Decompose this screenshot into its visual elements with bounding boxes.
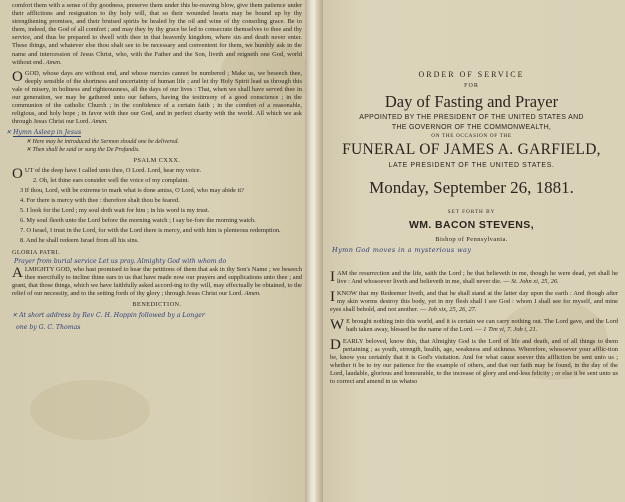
rubric-sermon: ✕ Here may be introduced the Sermon should one be delivered.	[26, 138, 179, 145]
set-forth-label: SET FORTH BY	[447, 209, 496, 215]
scripture-verse: DEARLY beloved, know this, that Almighty God is the Lord of life and death, and of all things to them pertaining ; as youth, strength, health, age, weakness and sickness. Wherefore, whosoever your afflic-tion be, know you certainly that it is God's visitation. And for what cause soever this affliction be sent unto us ; whether it be to try our patience for the example of others, and that our faith may be found, in the day of the Lord, laudable, glorious and honourable, to the increase of glory and end-less felicity ; or else it be sent unto us to correct and amend in us whatso	[330, 337, 618, 385]
psalm-heading: PSALM CXXX.	[133, 156, 181, 164]
funeral-title: FUNERAL OF JAMES A. GARFIELD,	[342, 141, 601, 158]
gloria-heading: GLORIA PATRI.	[12, 248, 60, 256]
drop-cap: I	[330, 269, 335, 285]
handwritten-hymn-note: ✕ Hymn Asleep in Jesus	[6, 129, 82, 137]
drop-cap: I	[330, 289, 335, 305]
psalm-verse: 7. O Israel, I trust in the Lord, for with the Lord there is mercy, and with him is plenteous redemption.	[20, 227, 281, 235]
bishop-title: Bishop of Pennsylvania.	[435, 236, 508, 243]
psalm-verse: OUT of the deep have I called unto thee, O Lord. Lord, hear my voice.	[12, 165, 202, 182]
drop-cap: D	[330, 337, 341, 353]
psalm-verse: 8. And he shall redeem Israel from all his sins.	[20, 237, 139, 245]
late-president-line: LATE PRESIDENT OF THE UNITED STATES.	[388, 162, 555, 169]
intro-paragraph: comfort them with a sense of thy goodness, preserve them under this be-reaving blow, give them patience under their afflictions and resignation to thy holy will, that so their wounded hearts may be bound up by thy strengthening promises, and their bruised spirits be healed by the oil and wine of thy consoling grace. Be to them, indeed, the God of all comfort ; and may they by thy grace be led to consecrate themselves to thee and thy service, and thus be prepared to dwell with thee in that heavenly kingdom, where sin and death never enter. These things, and whatever else thou shalt see to be necessary and convenient for them, we humbly ask in the name and intercession of Jesus Christ, who, with the Father and the Son, liveth and reigneth one God, world without end. Amen.	[12, 2, 302, 66]
psalm-verse: 2. Oh, let thine ears consider well the voice of my complaint.	[32, 176, 190, 184]
occasion-line: ON THE OCCASION OF THE	[431, 133, 512, 139]
collect-paragraph: ALMIGHTY GOD, who hast promised to hear the petitions of them that ask in thy Son's Name ; we beseech thee mercifully to incline thine ears to us that have made now our prayers and supplications unto thee ; and grant, that those things, which we have faithfully asked accord-ing to thy will, may effectually be obtained, to the relief of our necessity, and to the setting forth of thy glory ; through Jesus Christ our Lord. Amen.	[12, 264, 302, 297]
left-page	[0, 0, 310, 502]
right-body	[330, 266, 618, 388]
drop-cap: A	[12, 264, 23, 281]
scripture-verse: IKNOW that my Redeemer liveth, and that he shall stand at the latter day upon the earth : And though after my skin worms destroy this body, yet in my flesh shall I see God : whom I shall see for myself, and mine eyes shall behold, and not another. — Job xix, 25, 26, 27.	[330, 289, 618, 313]
handwritten-address-note-2: one by G. C. Thomas	[16, 324, 81, 332]
left-column	[6, 2, 302, 332]
psalm-verse: 5. I look for the Lord ; my soul doth wait for him ; in his word is my trust.	[20, 207, 210, 215]
prayer-paragraph: OGOD, whose days are without end, and whose mercies cannot be numbered ; Make us, we beseech thee, deeply sensible of the shortness and uncertainty of human life ; and let thy Holy Spirit lead us through this vale of misery, in holiness and righteousness, all the days of our lives : That, when we shall have served thee in our generation, we may be gathered unto our fathers, having the testimony of a good conscience ; in the communion of the catholic Church ; in the confidence of a certain faith ; in the comfort of a reasonable, religious, and holy hope ; in favor with thee our God, and in perfect charity with the world. All which we ask through Jesus Christ our Lord. Amen.	[12, 68, 302, 126]
psalm-verse: 4. For there is mercy with thee : therefore shalt thou be feared.	[20, 197, 180, 205]
handwritten-prayer-note: Prayer from burial service Let us pray. Almighty God with whom do	[14, 257, 227, 265]
main-title: Day of Fasting and Prayer	[384, 92, 559, 111]
handwritten-address-note: ✕ At short address by Rev C. H. Hoppin followed by a Longer	[12, 312, 205, 320]
drop-cap: O	[12, 68, 23, 85]
order-of-service-title: ORDER OF SERVICE	[418, 70, 525, 79]
bishop-name: WM. BACON STEVENS,	[408, 219, 535, 231]
rubric-de-profundis: ✕ Then shall be said or sung the De Profundis.	[26, 146, 140, 153]
handwritten-hymn-note: Hymn God moves in a mysterious way	[332, 246, 472, 254]
scripture-verse: IAM the resurrection and the life, saith the Lord ; he that believeth in me, though he were dead, yet shall he live : And whosoever liveth and believeth in me, shall never die. — St. John xi, 25, 26.	[330, 269, 618, 285]
benediction-heading: BENEDICTION.	[132, 301, 182, 309]
psalm-verse: 6. My soul fleeth unto the Lord before the morning watch ; I say be-fore the morning watch.	[20, 217, 256, 225]
right-page	[318, 0, 625, 502]
appointed-by: APPOINTED BY THE PRESIDENT OF THE UNITED STATES AND THE GOVERNOR OF THE COMMONWEALTH,	[359, 114, 584, 131]
for-label: FOR	[464, 83, 479, 89]
drop-cap: W	[330, 317, 345, 333]
service-date: Monday, September 26, 1881.	[369, 178, 574, 197]
scripture-verse: W E brought nothing into this world, and it is certain we can carry nothing out. The Lord gave, and the Lord hath taken away, blessed be the name of the Lord. — 1 Tim vi, 7. Job i, 21.	[330, 317, 618, 333]
paper-stain	[30, 380, 150, 440]
drop-cap: O	[12, 165, 23, 182]
psalm-verse: 3 If thou, Lord, wilt be extreme to mark what is done amiss, O Lord, who may abide it?	[20, 186, 244, 194]
page-gutter	[305, 0, 323, 502]
